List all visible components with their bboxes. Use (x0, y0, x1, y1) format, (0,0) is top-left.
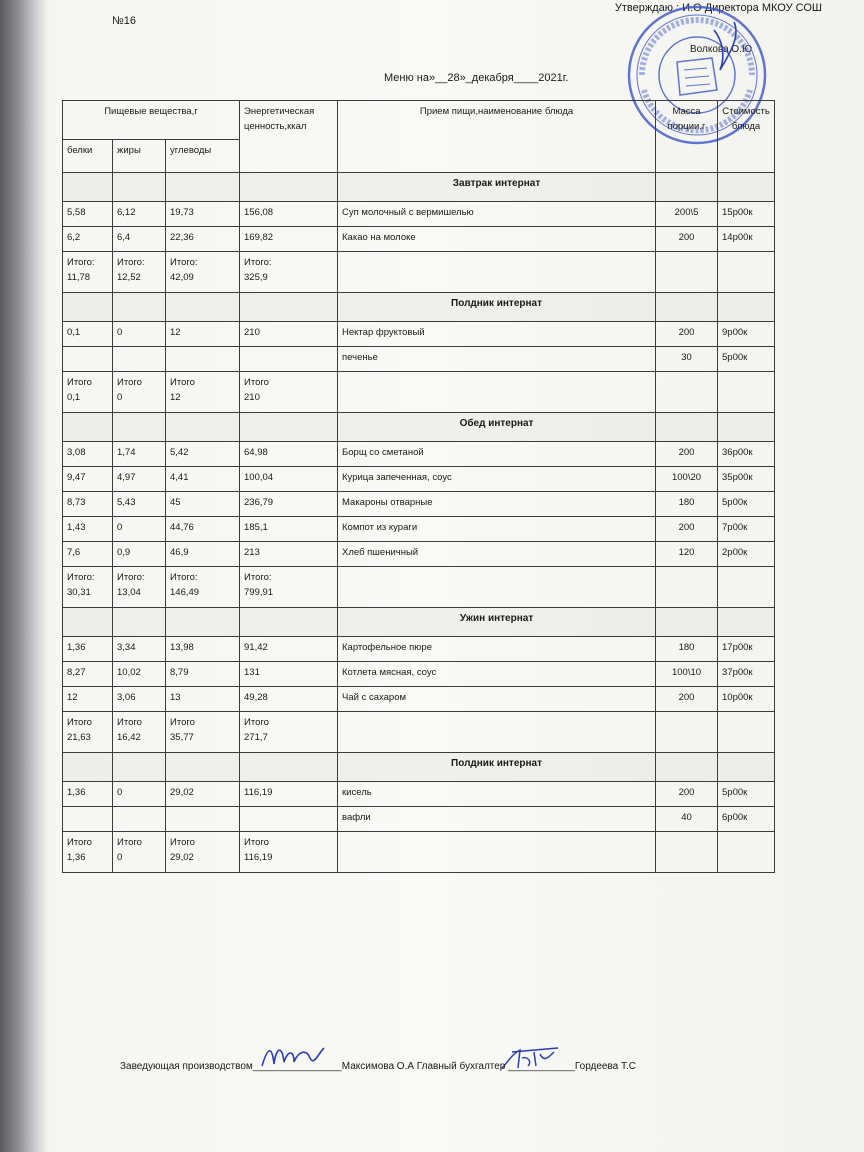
cost-cell: 37р00к (718, 662, 775, 687)
dish-name-cell: кисель (338, 782, 656, 807)
mass-cell: 200 (656, 782, 718, 807)
table-row (63, 542, 775, 567)
approval-line: Утверждаю : И.О Директора МКОУ СОШ (614, 2, 822, 14)
total-label: Итого: (117, 572, 145, 583)
fat-header: жиры (113, 140, 166, 173)
empty-cell (113, 173, 166, 202)
mass-cell: 200 (656, 227, 718, 252)
protein-cell: 1,43 (63, 517, 113, 542)
protein-cell (63, 347, 113, 372)
total-fat-cell (113, 567, 166, 608)
cost-cell: 7р00к (718, 517, 775, 542)
empty-cell (240, 753, 338, 782)
cost-cell: 5р00к (718, 347, 775, 372)
table-row (63, 637, 775, 662)
empty-cell (240, 293, 338, 322)
empty-cell (656, 173, 718, 202)
protein-cell: 6,2 (63, 227, 113, 252)
empty-cell (240, 413, 338, 442)
carbs-cell: 12 (166, 322, 240, 347)
mass-cell: 100\20 (656, 467, 718, 492)
dish-name-cell: Компот из кураги (338, 517, 656, 542)
menu-date-title: Меню на»__28»_декабря____2021г. (384, 72, 569, 84)
carbs-cell: 8,79 (166, 662, 240, 687)
table-row (63, 467, 775, 492)
kcal-cell (240, 347, 338, 372)
table-row (63, 807, 775, 832)
protein-cell: 0,1 (63, 322, 113, 347)
total-fat-cell (113, 372, 166, 413)
dish-name-cell: Хлеб пшеничный (338, 542, 656, 567)
total-label: Итого (244, 717, 269, 728)
total-label: Итого (170, 717, 195, 728)
empty-cell (338, 712, 656, 753)
cost-cell: 35р00к (718, 467, 775, 492)
fat-cell: 10,02 (113, 662, 166, 687)
mass-cell: 200\5 (656, 202, 718, 227)
fat-cell: 0,9 (113, 542, 166, 567)
energy-header: Энергетическая ценность,ккал (240, 101, 338, 173)
mass-cell: 200 (656, 687, 718, 712)
mass-cell: 180 (656, 492, 718, 517)
carbs-cell: 5,42 (166, 442, 240, 467)
total-value: 12 (170, 392, 181, 403)
total-row (63, 372, 775, 413)
total-protein-cell (63, 567, 113, 608)
total-kcal-cell (240, 372, 338, 413)
cost-header: Стоимость блюда (718, 101, 775, 173)
total-label: Итого (244, 837, 269, 848)
carbs-cell: 13 (166, 687, 240, 712)
fat-cell: 0 (113, 782, 166, 807)
protein-cell: 1,36 (63, 782, 113, 807)
empty-cell (166, 173, 240, 202)
mass-header: Масса порции,г (656, 101, 718, 173)
empty-cell (338, 567, 656, 608)
carbs-cell: 19,73 (166, 202, 240, 227)
table-row (63, 492, 775, 517)
mass-cell: 200 (656, 322, 718, 347)
total-label: Итого (117, 717, 142, 728)
kcal-cell: 91,42 (240, 637, 338, 662)
total-value: 21,63 (67, 732, 91, 743)
cost-cell: 15р00к (718, 202, 775, 227)
protein-header: белки (63, 140, 113, 173)
empty-cell (113, 413, 166, 442)
mass-cell: 200 (656, 442, 718, 467)
kcal-cell: 49,28 (240, 687, 338, 712)
cost-cell: 17р00к (718, 637, 775, 662)
empty-cell (656, 753, 718, 782)
total-protein-cell (63, 832, 113, 873)
empty-cell (166, 608, 240, 637)
protein-cell: 1,36 (63, 637, 113, 662)
fat-cell: 3,34 (113, 637, 166, 662)
total-value: 146,49 (170, 587, 200, 598)
empty-cell (240, 173, 338, 202)
section-header-row (63, 413, 775, 442)
empty-cell (656, 567, 718, 608)
fat-cell: 6,4 (113, 227, 166, 252)
empty-cell (338, 832, 656, 873)
empty-cell (718, 293, 775, 322)
section-header-row (63, 173, 775, 202)
empty-cell (718, 712, 775, 753)
page-left-shadow (0, 0, 48, 1152)
total-protein-cell (63, 712, 113, 753)
total-carbs-cell (166, 567, 240, 608)
dish-name-cell: печенье (338, 347, 656, 372)
kcal-cell: 185,1 (240, 517, 338, 542)
total-protein-cell (63, 252, 113, 293)
mass-cell: 40 (656, 807, 718, 832)
fat-cell: 0 (113, 517, 166, 542)
table-row (63, 662, 775, 687)
mass-cell: 120 (656, 542, 718, 567)
total-carbs-cell (166, 712, 240, 753)
total-value: 799,91 (244, 587, 274, 598)
dish-name-cell: Нектар фруктовый (338, 322, 656, 347)
fat-cell: 0 (113, 322, 166, 347)
kcal-cell (240, 807, 338, 832)
dish-name-cell: Картофельное пюре (338, 637, 656, 662)
table-row (63, 227, 775, 252)
total-value: 210 (244, 392, 260, 403)
cost-cell: 6р00к (718, 807, 775, 832)
total-label: Итого: (67, 257, 95, 268)
carbs-cell: 22,36 (166, 227, 240, 252)
empty-cell (63, 413, 113, 442)
fat-cell (113, 347, 166, 372)
empty-cell (718, 173, 775, 202)
total-label: Итого (117, 377, 142, 388)
mass-cell: 180 (656, 637, 718, 662)
fat-cell: 5,43 (113, 492, 166, 517)
total-value: 0,1 (67, 392, 81, 403)
dish-name-cell: вафли (338, 807, 656, 832)
carbs-cell: 45 (166, 492, 240, 517)
empty-cell (656, 372, 718, 413)
total-row (63, 832, 775, 873)
total-kcal-cell (240, 567, 338, 608)
empty-cell (338, 372, 656, 413)
cost-cell: 36р00к (718, 442, 775, 467)
empty-cell (718, 567, 775, 608)
empty-cell (656, 832, 718, 873)
carbs-cell: 29,02 (166, 782, 240, 807)
total-kcal-cell (240, 712, 338, 753)
carbs-header: углеводы (166, 140, 240, 173)
total-value: 0 (117, 852, 123, 863)
meal-header: Прием пищи,наименование блюда (338, 101, 656, 173)
empty-cell (718, 608, 775, 637)
cost-cell: 14р00к (718, 227, 775, 252)
total-value: 13,04 (117, 587, 141, 598)
protein-cell: 5,58 (63, 202, 113, 227)
total-value: 11,78 (67, 272, 91, 283)
section-title: Полдник интернат (338, 753, 656, 782)
carbs-cell (166, 347, 240, 372)
total-carbs-cell (166, 372, 240, 413)
dish-name-cell: Борщ со сметаной (338, 442, 656, 467)
section-title: Обед интернат (338, 413, 656, 442)
empty-cell (113, 753, 166, 782)
kcal-cell: 210 (240, 322, 338, 347)
total-carbs-cell (166, 832, 240, 873)
empty-cell (240, 608, 338, 637)
dish-name-cell: Макароны отварные (338, 492, 656, 517)
protein-cell: 7,6 (63, 542, 113, 567)
fat-cell: 6,12 (113, 202, 166, 227)
kcal-cell: 213 (240, 542, 338, 567)
kcal-cell: 169,82 (240, 227, 338, 252)
section-title: Ужин интернат (338, 608, 656, 637)
total-carbs-cell (166, 252, 240, 293)
total-value: 16,42 (117, 732, 141, 743)
empty-cell (113, 293, 166, 322)
total-label: Итого: (244, 572, 272, 583)
document-number: №16 (112, 15, 137, 27)
total-fat-cell (113, 712, 166, 753)
section-title: Завтрак интернат (338, 173, 656, 202)
empty-cell (63, 173, 113, 202)
total-label: Итого (67, 377, 92, 388)
protein-cell (63, 807, 113, 832)
empty-cell (63, 608, 113, 637)
dish-name-cell: Чай с сахаром (338, 687, 656, 712)
table-row (63, 782, 775, 807)
total-kcal-cell (240, 832, 338, 873)
empty-cell (656, 252, 718, 293)
menu-table (62, 100, 775, 873)
empty-cell (718, 413, 775, 442)
kcal-cell: 156,08 (240, 202, 338, 227)
kcal-cell: 236,79 (240, 492, 338, 517)
kcal-cell: 131 (240, 662, 338, 687)
section-header-row (63, 293, 775, 322)
protein-cell: 8,73 (63, 492, 113, 517)
total-value: 42,09 (170, 272, 194, 283)
cost-cell: 5р00к (718, 492, 775, 517)
total-value: 30,31 (67, 587, 91, 598)
total-label: Итого: (117, 257, 145, 268)
total-label: Итого: (67, 572, 95, 583)
cost-cell: 2р00к (718, 542, 775, 567)
nutrients-header: Пищевые вещества,г (63, 101, 240, 140)
total-value: 29,02 (170, 852, 194, 863)
total-label: Итого: (244, 257, 272, 268)
kcal-cell: 116,19 (240, 782, 338, 807)
mass-cell: 200 (656, 517, 718, 542)
empty-cell (166, 413, 240, 442)
empty-cell (656, 293, 718, 322)
protein-cell: 3,08 (63, 442, 113, 467)
table-row (63, 442, 775, 467)
fat-cell (113, 807, 166, 832)
table-row (63, 322, 775, 347)
total-row (63, 712, 775, 753)
footer-signatures: Заведующая производством________________Максимова О.А Главный бухгалтер ____________Гордеева Т.С (120, 1061, 637, 1072)
total-label: Итого (67, 717, 92, 728)
carbs-cell (166, 807, 240, 832)
empty-cell (718, 252, 775, 293)
table-row (63, 687, 775, 712)
fat-cell: 3,06 (113, 687, 166, 712)
total-fat-cell (113, 832, 166, 873)
total-label: Итого: (170, 257, 198, 268)
total-value: 12,52 (117, 272, 141, 283)
table-header-row (63, 101, 775, 140)
table-row (63, 202, 775, 227)
total-value: 325,9 (244, 272, 268, 283)
total-label: Итого (67, 837, 92, 848)
total-value: 271,7 (244, 732, 268, 743)
section-title: Полдник интернат (338, 293, 656, 322)
total-kcal-cell (240, 252, 338, 293)
carbs-cell: 4,41 (166, 467, 240, 492)
total-label: Итого (170, 837, 195, 848)
total-value: 35,77 (170, 732, 194, 743)
total-label: Итого (170, 377, 195, 388)
kcal-cell: 64,98 (240, 442, 338, 467)
total-label: Итого (117, 837, 142, 848)
total-value: 116,19 (244, 852, 273, 863)
empty-cell (63, 293, 113, 322)
total-label: Итого: (170, 572, 198, 583)
section-header-row (63, 608, 775, 637)
empty-cell (718, 753, 775, 782)
dish-name-cell: Суп молочный с вермишелью (338, 202, 656, 227)
dish-name-cell: Котлета мясная, соус (338, 662, 656, 687)
carbs-cell: 44,76 (166, 517, 240, 542)
empty-cell (656, 413, 718, 442)
empty-cell (718, 832, 775, 873)
cost-cell: 9р00к (718, 322, 775, 347)
empty-cell (166, 293, 240, 322)
empty-cell (656, 712, 718, 753)
total-label: Итого (244, 377, 269, 388)
carbs-cell: 46,9 (166, 542, 240, 567)
total-row (63, 252, 775, 293)
protein-cell: 12 (63, 687, 113, 712)
fat-cell: 4,97 (113, 467, 166, 492)
protein-cell: 9,47 (63, 467, 113, 492)
total-value: 0 (117, 392, 123, 403)
empty-cell (166, 753, 240, 782)
approver-name: Волкова О.Ю (690, 44, 753, 55)
empty-cell (718, 372, 775, 413)
kcal-cell: 100,04 (240, 467, 338, 492)
total-protein-cell (63, 372, 113, 413)
cost-cell: 10р00к (718, 687, 775, 712)
table-row (63, 347, 775, 372)
empty-cell (338, 252, 656, 293)
protein-cell: 8,27 (63, 662, 113, 687)
total-value: 1,36 (67, 852, 86, 863)
carbs-cell: 13,98 (166, 637, 240, 662)
total-fat-cell (113, 252, 166, 293)
section-header-row (63, 753, 775, 782)
total-row (63, 567, 775, 608)
fat-cell: 1,74 (113, 442, 166, 467)
dish-name-cell: Какао на молоке (338, 227, 656, 252)
empty-cell (113, 608, 166, 637)
table-row (63, 517, 775, 542)
dish-name-cell: Курица запеченная, соус (338, 467, 656, 492)
cost-cell: 5р00к (718, 782, 775, 807)
empty-cell (63, 753, 113, 782)
mass-cell: 100\10 (656, 662, 718, 687)
empty-cell (656, 608, 718, 637)
mass-cell: 30 (656, 347, 718, 372)
